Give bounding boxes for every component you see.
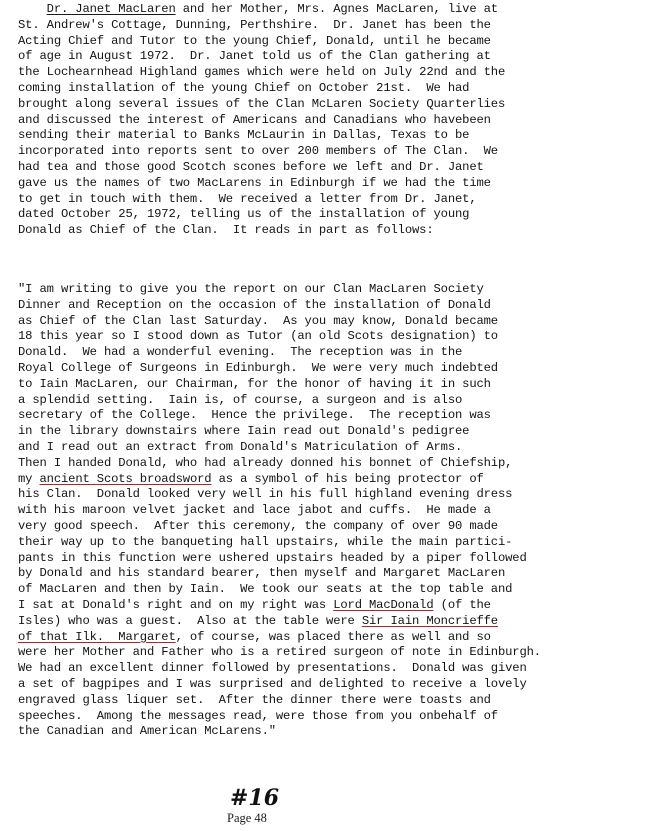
- text-fragment: my: [18, 471, 40, 486]
- page-number: Page 48: [227, 811, 267, 825]
- text-line: [18, 2, 643, 18]
- text-line: had tea and those good Scotch scones before we left and Dr. Janet: [18, 159, 484, 174]
- text-line: incorporated into reports sent to over 200 members of The Clan. We: [18, 144, 498, 159]
- text-line: [18, 614, 643, 630]
- text-line: 18 this year so I stood down as Tutor (an old Scots designation) to: [18, 329, 498, 344]
- text-line: Donald as Chief of the Clan. It reads in part as follows:: [18, 223, 434, 238]
- text-line: to Iain MacLaren, our Chairman, for the honor of having it in such: [18, 376, 491, 391]
- text-fragment: as a symbol of his being protector of: [211, 471, 484, 486]
- text-line: Royal College of Surgeons in Edinburgh. We were very much indebted: [18, 360, 498, 375]
- text-line: a set of bagpipes and I was surprised and delighted to receive a lovely: [18, 676, 527, 691]
- text-line: and discussed the interest of Americans and Canadians who havebeen: [18, 112, 491, 127]
- text-line: St. Andrew's Cottage, Dunning, Perthshire. Dr. Janet has been the: [18, 17, 491, 32]
- text-line: dated October 25, 1972, telling us of the installation of young: [18, 207, 470, 222]
- text-line: of MacLaren and then by Iain. We took our seats at the top table and: [18, 582, 513, 597]
- underlined-lord-macdonald: Lord MacDonald: [333, 597, 434, 612]
- intro-paragraph: [18, 2, 643, 239]
- text-line: and I read out an extract from Donald's Matriculation of Arms.: [18, 439, 463, 454]
- text-line: [18, 472, 643, 488]
- text-line: of age in August 1972. Dr. Janet told us of the Clan gathering at: [18, 49, 491, 64]
- text-line: pants in this function were ushered upstairs headed by a piper followed: [18, 550, 527, 565]
- text-fragment: (of the: [433, 597, 491, 612]
- text-line: Acting Chief and Tutor to the young Chief, Donald, until he became: [18, 33, 491, 48]
- underlined-name-janet: Dr. Janet MacLaren: [46, 2, 176, 16]
- text-line: were her Mother and Father who is a retired surgeon of note in Edinburgh.: [18, 645, 541, 660]
- text-fragment: Isles) who was a guest. Also at the table were: [18, 613, 362, 628]
- text-fragment: and her Mother, Mrs. Agnes MacLaren, live at: [175, 2, 498, 16]
- text-line: [18, 630, 643, 646]
- text-fragment: , of course, was placed there as well and so: [175, 629, 491, 644]
- text-line: by Donald and his standard bearer, then myself and Margaret MacLaren: [18, 566, 506, 581]
- text-line: his Clan. Donald looked very well in his full highland evening dress: [18, 487, 513, 502]
- text-line: Then I handed Donald, who had already donned his bonnet of Chiefship,: [18, 455, 513, 470]
- text-line: secretary of the College. Hence the privilege. The reception was: [18, 408, 491, 423]
- handwritten-page-number: #16: [230, 785, 280, 811]
- text-line: sending their material to Banks McLaurin in Dallas, Texas to be: [18, 128, 470, 143]
- text-line: their way up to the banqueting hall upstairs, while the main partici-: [18, 534, 513, 549]
- underlined-broadsword: ancient Scots broadsword: [39, 471, 212, 486]
- text-line: as Chief of the Clan last Saturday. As you may know, Donald became: [18, 313, 498, 328]
- text-line: a splendid setting. Iain is, of course, a surgeon and is also: [18, 392, 463, 407]
- underlined-sir-iain-moncrieffe: Sir Iain Moncrieffe: [361, 613, 498, 628]
- text-line: speeches. Among the messages read, were those from you onbehalf of: [18, 708, 498, 723]
- text-line: Dinner and Reception on the occasion of the installation of Donald: [18, 297, 491, 312]
- text-line: very good speech. After this ceremony, the company of over 90 made: [18, 518, 498, 533]
- text-line: brought along several issues of the Clan McLaren Society Quarterlies: [18, 96, 506, 111]
- text-line: "I am writing to give you the report on our Clan MacLaren Society: [18, 282, 484, 296]
- line-indent: [18, 2, 47, 16]
- text-line: the Canadian and American McLarens.": [18, 724, 276, 739]
- text-line: [18, 598, 643, 614]
- letter-quote-paragraph: [18, 282, 643, 740]
- text-line: coming installation of the young Chief on October 21st. We had: [18, 80, 470, 95]
- underlined-of-that-ilk-margaret: of that Ilk. Margaret: [18, 629, 176, 644]
- text-line: with his maroon velvet jacket and lace jabot and cuffs. He made a: [18, 503, 491, 518]
- text-line: in the library downstairs where Iain read out Donald's pedigree: [18, 424, 470, 439]
- text-line: Donald. We had a wonderful evening. The reception was in the: [18, 345, 463, 360]
- text-line: the Lochearnhead Highland games which were held on July 22nd and the: [18, 65, 506, 80]
- text-line: engraved glass liquer set. After the dinner there were toasts and: [18, 692, 491, 707]
- text-line: gave us the names of two MacLarens in Edinburgh if we had the time: [18, 175, 491, 190]
- text-line: to get in touch with them. We received a letter from Dr. Janet,: [18, 191, 477, 206]
- text-line: We had an excellent dinner followed by presentations. Donald was given: [18, 661, 527, 676]
- text-fragment: I sat at Donald's right and on my right was: [18, 597, 334, 612]
